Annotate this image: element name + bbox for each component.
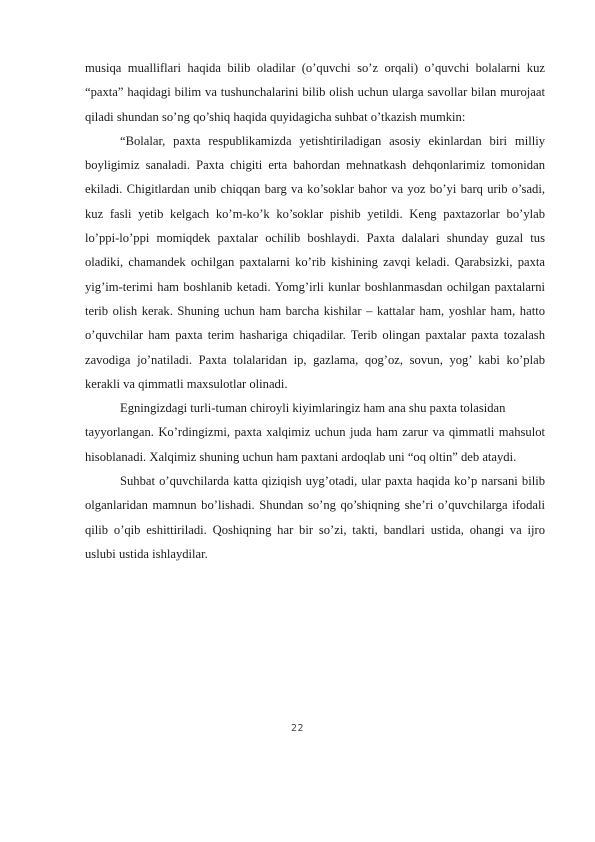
paragraph-1: musiqa mualliflari haqida bilib oladilar (o’quvchi so’z orqali) o’quvchi bolalarni kuz “paxta” haqidagi bilim va tushunchalarini bilib olish uchun ularga savollar bilan murojaat qiladi shundan so’ng qo’shiq haqida quyidagicha suhbat o’tkazish mumkin: <box>85 61 545 124</box>
paragraph-3: Egningizdagi turli-tuman chiroyli kiyimlaringiz ham ana shu paxta tolasidan <box>120 401 506 416</box>
paragraph-4: tayyorlangan. Ko’rdingizmi, paxta xalqimiz uchun juda ham zarur va qimmatli mahsulot hisoblanadi. Xalqimiz shuning uchun ham paxtani ardoqlab uni “oq oltin” deb ataydi. <box>85 425 545 464</box>
page-number: 22 <box>290 723 305 734</box>
body-text <box>85 56 545 566</box>
paragraph-2: “Bolalar, paxta respublikamizda yetishtiriladigan asosiy ekinlardan biri milliy boyligimiz sanaladi. Paxta chigiti erta bahordan mehnatkash dehqonlarimiz tomonidan ekiladi. Chigitlardan unib chiqqan barg va ko’soklar bahor va yoz bo’yi barq urib o’sadi, kuz fasli yetib kelgach ko’m-ko’k ko’soklar pishib yetildi. Keng paxtazorlar bo’ylab lo’ppi-lo’ppi momiqdek paxtalar ochilib boshlaydi. Paxta dalalari shunday guzal tus oladiki, chamandek ochilgan paxtalarni ko’rib kishining zavqi keladi. Qarabsizki, paxta yig’im-terimi ham boshlanib ketadi. Yomg’irli kunlar boshlanmasdan ochilgan paxtalarni terib olish kerak. Shuning uchun ham barcha kishilar – kattalar ham, yoshlar ham, hatto o’quvchilar ham paxta terim hashariga chiqadilar. Terib olingan paxtalar paxta tozalash zavodiga jo’natiladi. Paxta tolalaridan ip, gazlama, qog’oz, sovun, yog’ kabi ko’plab kerakli va qimmatli maxsulotlar olinadi. <box>85 133 545 391</box>
paragraph-5: Suhbat o’quvchilarda katta qiziqish uyg’otadi, ular paxta haqida ko’p narsani bilib olganlaridan mamnun bo’lishadi. Shundan so’ng qo’shiqning she’ri o’quvchilarga ifodali qilib o’qib eshittiriladi. Qoshiqning har bir so’zi, takti, bandlari ustida, ohangi va ijro uslubi ustida ishlaydilar. <box>85 474 545 561</box>
